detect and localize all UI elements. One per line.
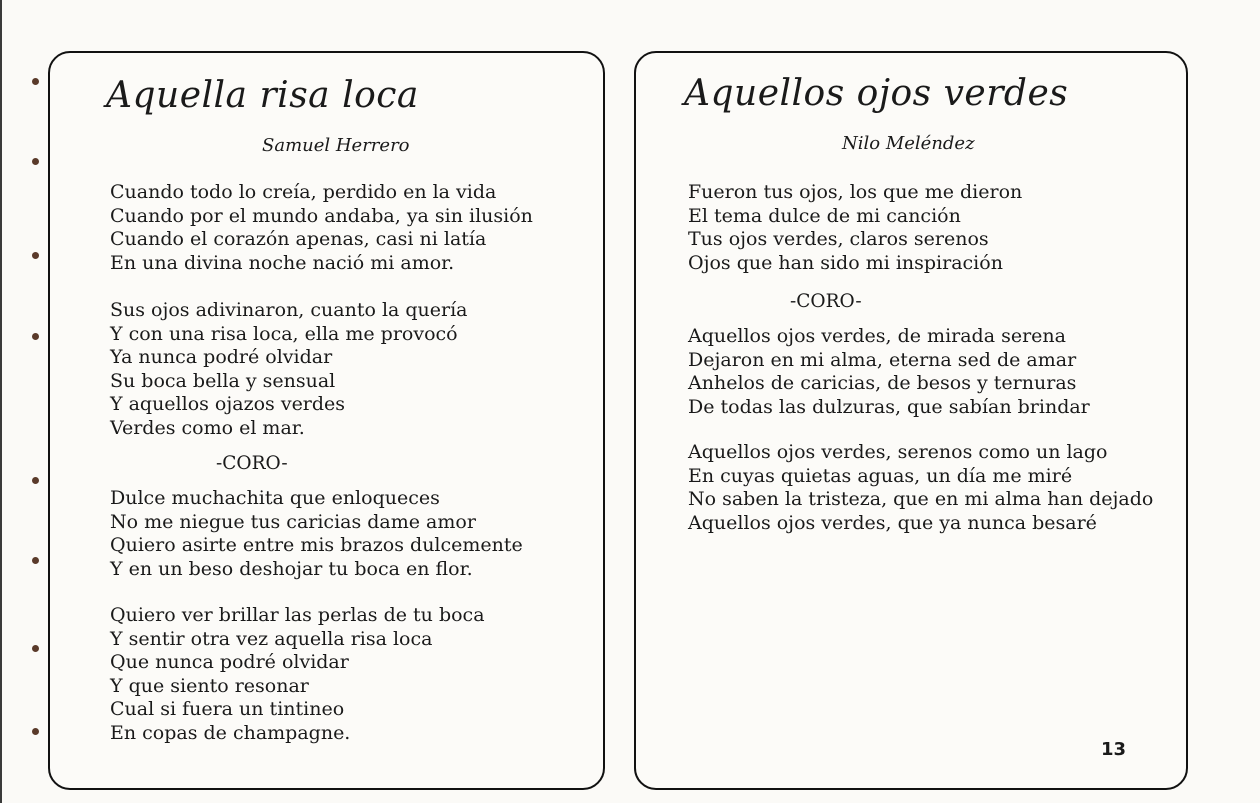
lyric-line: El tema dulce de mi canción	[688, 204, 961, 227]
lyric-line: Y con una risa loca, ella me provocó	[110, 322, 458, 345]
stanza	[110, 299, 468, 440]
lyric-line: Que nunca podré olvidar	[110, 651, 349, 673]
lyric-line: En copas de champagne.	[110, 721, 351, 744]
chorus-label: -CORO-	[790, 291, 862, 312]
binder-hole	[32, 158, 39, 165]
song-title: Aquella risa loca	[106, 75, 419, 116]
lyric-line: De todas las dulzuras, que sabían brindar	[688, 395, 1090, 418]
lyric-line: Y en un beso deshojar tu boca en flor.	[110, 557, 473, 580]
lyric-line: Y sentir otra vez aquella risa loca	[110, 627, 433, 650]
binder-hole	[32, 728, 39, 735]
lyric-line: Sus ojos adivinaron, cuanto la quería	[110, 299, 468, 321]
lyric-line: Quiero ver brillar las perlas de tu boca	[110, 604, 485, 626]
lyric-line: Aquellos ojos verdes, de mirada serena	[688, 325, 1066, 347]
song-panel-right	[634, 51, 1188, 790]
lyric-line: Quiero asirte entre mis brazos dulcemente	[110, 534, 523, 556]
lyric-line: Aquellos ojos verdes, serenos como un lago	[688, 441, 1108, 463]
song-author: Nilo Meléndez	[842, 133, 975, 154]
binder-hole	[32, 78, 39, 85]
chorus-label: -CORO-	[216, 453, 288, 474]
song-panel-left	[48, 51, 605, 790]
lyric-line: Verdes como el mar.	[110, 416, 305, 439]
lyric-line: Dejaron en mi alma, eterna sed de amar	[688, 348, 1077, 371]
lyric-line: En una divina noche nació mi amor.	[110, 251, 455, 274]
lyric-line: Y que siento resonar	[110, 674, 309, 697]
stanza	[110, 181, 533, 275]
lyric-line: No me niegue tus caricias dame amor	[110, 510, 476, 533]
lyric-line: Anhelos de caricias, de besos y ternuras	[688, 372, 1077, 394]
stanza	[688, 441, 1153, 535]
binder-hole	[32, 645, 39, 652]
lyric-line: Dulce muchachita que enloqueces	[110, 487, 440, 509]
binder-hole	[32, 557, 39, 564]
lyric-line: Cuando el corazón apenas, casi ni latía	[110, 228, 487, 250]
lyric-line: Fueron tus ojos, los que me dieron	[688, 181, 1023, 203]
lyric-line: Ya nunca podré olvidar	[110, 346, 333, 368]
lyric-line: Su boca bella y sensual	[110, 369, 336, 392]
lyric-line: Y aquellos ojazos verdes	[110, 393, 346, 415]
lyric-line: Ojos que han sido mi inspiración	[688, 251, 1003, 274]
stanza	[688, 181, 1022, 275]
page-number: 13	[1100, 739, 1126, 760]
stanza	[110, 487, 523, 581]
song-author: Samuel Herrero	[262, 135, 410, 156]
stanza	[688, 325, 1090, 419]
lyric-line: Cual si fuera un tintineo	[110, 698, 345, 720]
binder-hole	[32, 333, 39, 340]
lyric-line: Tus ojos verdes, claros serenos	[688, 228, 989, 250]
lyric-line: En cuyas quietas aguas, un día me miré	[688, 464, 1073, 487]
lyric-line: Aquellos ojos verdes, que ya nunca besaré	[688, 511, 1097, 534]
stanza	[110, 604, 485, 745]
lyric-line: Cuando todo lo creía, perdido en la vida	[110, 181, 497, 203]
binder-hole	[32, 252, 39, 259]
lyric-line: Cuando por el mundo andaba, ya sin ilusión	[110, 204, 533, 227]
song-title: Aquellos ojos verdes	[684, 73, 1069, 114]
binder-holes	[2, 0, 42, 803]
lyric-line: No saben la tristeza, que en mi alma han dejado	[688, 488, 1154, 510]
binder-hole	[32, 477, 39, 484]
